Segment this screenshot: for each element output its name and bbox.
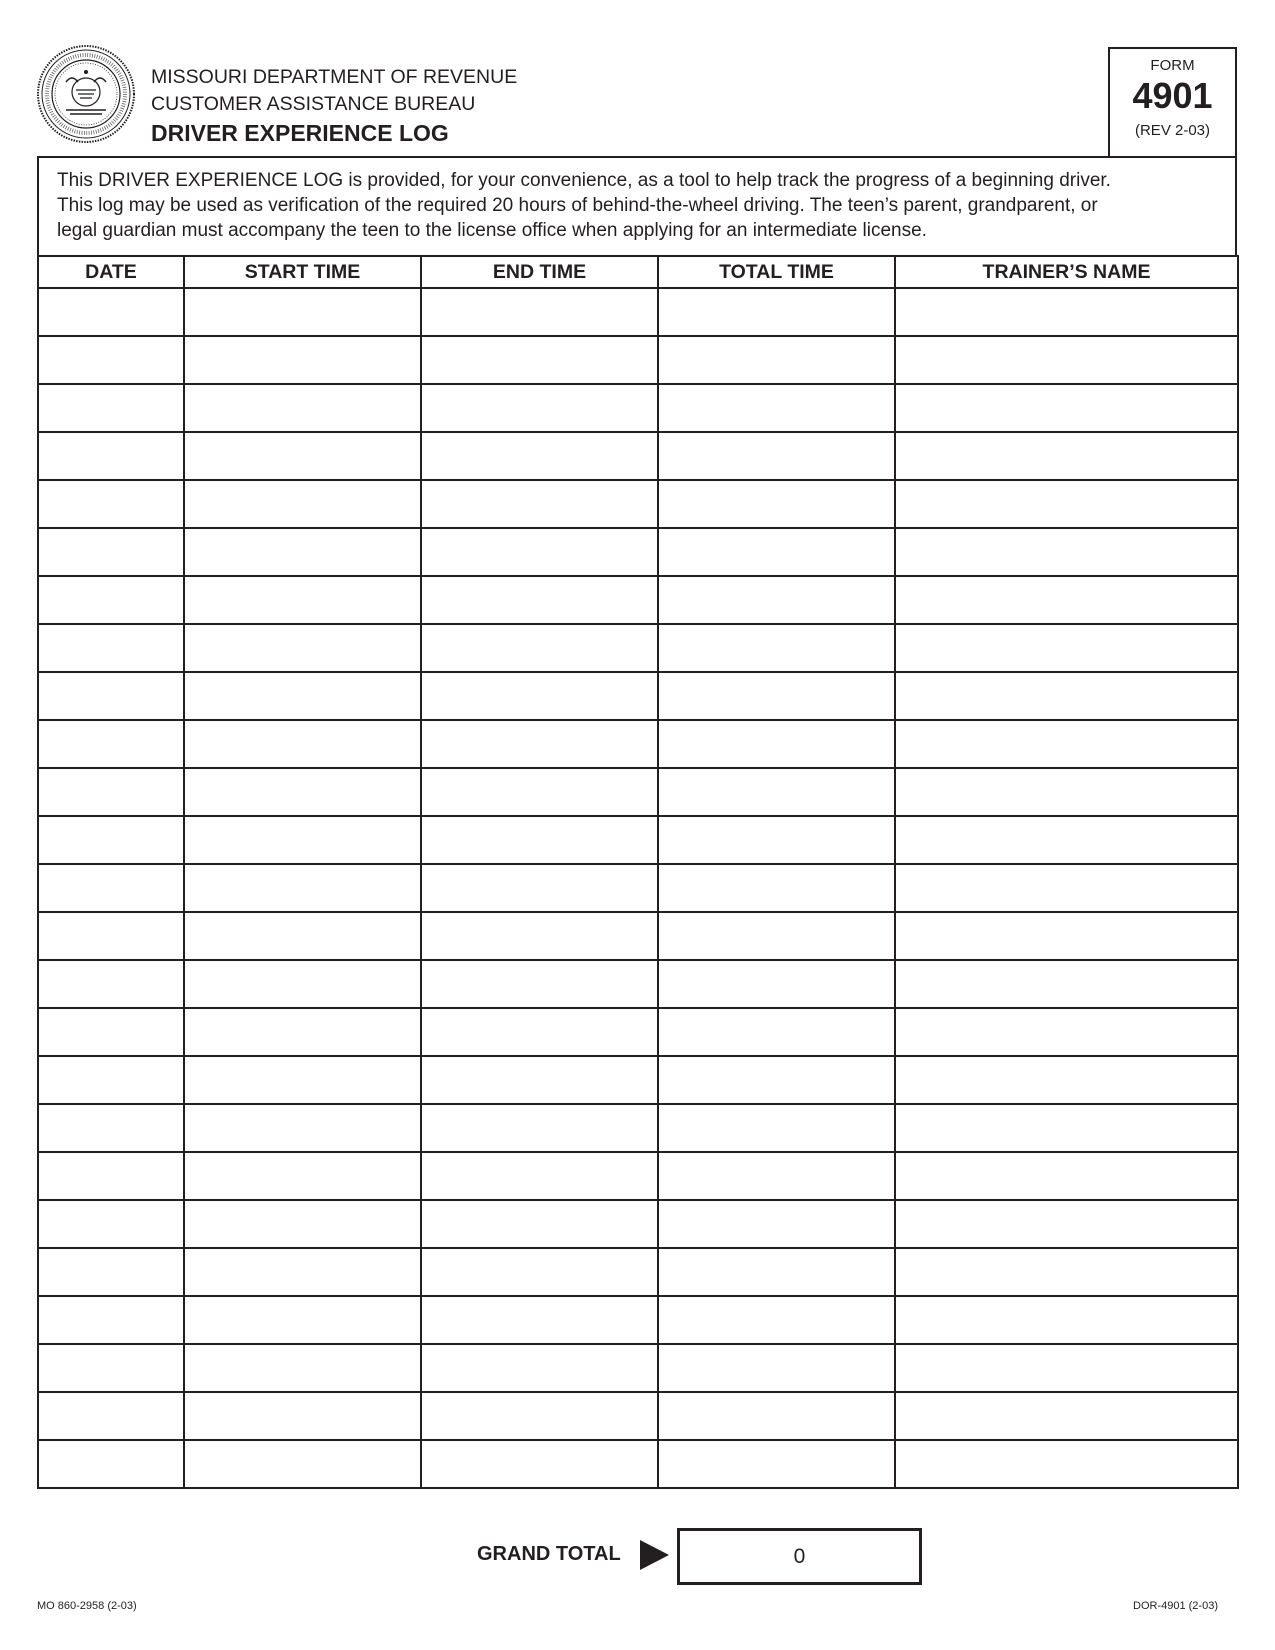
cell-date[interactable] bbox=[38, 768, 184, 816]
cell-start-time[interactable] bbox=[184, 1056, 421, 1104]
cell-date[interactable] bbox=[38, 1248, 184, 1296]
form-number: 4901 bbox=[1132, 75, 1213, 116]
cell-start-time[interactable] bbox=[184, 1008, 421, 1056]
column-header-trainers-name: TRAINER’S NAME bbox=[895, 256, 1238, 288]
state-seal-logo bbox=[36, 44, 136, 144]
cell-end-time[interactable] bbox=[421, 960, 658, 1008]
cell-total-time[interactable] bbox=[658, 1248, 895, 1296]
cell-start-time[interactable] bbox=[184, 1344, 421, 1392]
cell-start-time[interactable] bbox=[184, 912, 421, 960]
cell-total-time[interactable] bbox=[658, 960, 895, 1008]
table-row bbox=[38, 720, 1238, 768]
table-row bbox=[38, 1200, 1238, 1248]
cell-end-time[interactable] bbox=[421, 1392, 658, 1440]
cell-trainers-name[interactable] bbox=[895, 528, 1238, 576]
cell-trainers-name[interactable] bbox=[895, 960, 1238, 1008]
cell-date[interactable] bbox=[38, 864, 184, 912]
table-row bbox=[38, 384, 1238, 432]
cell-start-time[interactable] bbox=[184, 1440, 421, 1488]
cell-end-time[interactable] bbox=[421, 384, 658, 432]
table-row bbox=[38, 576, 1238, 624]
table-row bbox=[38, 768, 1238, 816]
table-row bbox=[38, 672, 1238, 720]
cell-date[interactable] bbox=[38, 1200, 184, 1248]
cell-trainers-name[interactable] bbox=[895, 1152, 1238, 1200]
cell-total-time[interactable] bbox=[658, 720, 895, 768]
table-row bbox=[38, 1440, 1238, 1488]
cell-start-time[interactable] bbox=[184, 672, 421, 720]
cell-date[interactable] bbox=[38, 1056, 184, 1104]
cell-total-time[interactable] bbox=[658, 768, 895, 816]
cell-date[interactable] bbox=[38, 528, 184, 576]
cell-start-time[interactable] bbox=[184, 1296, 421, 1344]
cell-date[interactable] bbox=[38, 432, 184, 480]
cell-end-time[interactable] bbox=[421, 1008, 658, 1056]
cell-start-time[interactable] bbox=[184, 432, 421, 480]
cell-trainers-name[interactable] bbox=[895, 1296, 1238, 1344]
cell-end-time[interactable] bbox=[421, 528, 658, 576]
cell-start-time[interactable] bbox=[184, 720, 421, 768]
cell-trainers-name[interactable] bbox=[895, 1248, 1238, 1296]
cell-date[interactable] bbox=[38, 816, 184, 864]
cell-date[interactable] bbox=[38, 624, 184, 672]
cell-total-time[interactable] bbox=[658, 288, 895, 336]
column-header-start-time: START TIME bbox=[184, 256, 421, 288]
cell-end-time[interactable] bbox=[421, 672, 658, 720]
intro-line-1: This DRIVER EXPERIENCE LOG is provided, for your convenience, as a tool to help track the progress of a beginning driver. bbox=[57, 170, 1111, 191]
cell-date[interactable] bbox=[38, 576, 184, 624]
cell-date[interactable] bbox=[38, 672, 184, 720]
cell-date[interactable] bbox=[38, 1008, 184, 1056]
cell-date[interactable] bbox=[38, 288, 184, 336]
cell-total-time[interactable] bbox=[658, 336, 895, 384]
cell-total-time[interactable] bbox=[658, 1056, 895, 1104]
cell-total-time[interactable] bbox=[658, 1152, 895, 1200]
table-row bbox=[38, 1008, 1238, 1056]
cell-start-time[interactable] bbox=[184, 384, 421, 432]
cell-total-time[interactable] bbox=[658, 576, 895, 624]
cell-start-time[interactable] bbox=[184, 768, 421, 816]
footer-form-code: MO 860-2958 (2-03) bbox=[37, 1600, 137, 1612]
cell-trainers-name[interactable] bbox=[895, 1104, 1238, 1152]
cell-start-time[interactable] bbox=[184, 1392, 421, 1440]
cell-date[interactable] bbox=[38, 960, 184, 1008]
cell-trainers-name[interactable] bbox=[895, 672, 1238, 720]
cell-end-time[interactable] bbox=[421, 1152, 658, 1200]
cell-date[interactable] bbox=[38, 1392, 184, 1440]
cell-start-time[interactable] bbox=[184, 960, 421, 1008]
cell-total-time[interactable] bbox=[658, 1344, 895, 1392]
cell-end-time[interactable] bbox=[421, 336, 658, 384]
form-number-box bbox=[1108, 47, 1237, 156]
cell-date[interactable] bbox=[38, 480, 184, 528]
table-row bbox=[38, 864, 1238, 912]
cell-total-time[interactable] bbox=[658, 384, 895, 432]
cell-start-time[interactable] bbox=[184, 480, 421, 528]
table-row bbox=[38, 432, 1238, 480]
table-row bbox=[38, 336, 1238, 384]
cell-trainers-name[interactable] bbox=[895, 384, 1238, 432]
cell-trainers-name[interactable] bbox=[895, 912, 1238, 960]
department-name: MISSOURI DEPARTMENT OF REVENUE bbox=[151, 66, 518, 88]
cell-start-time[interactable] bbox=[184, 1104, 421, 1152]
table-row bbox=[38, 624, 1238, 672]
footer-dor-code: DOR-4901 (2-03) bbox=[1133, 1600, 1218, 1612]
form-label: FORM bbox=[1150, 57, 1195, 74]
table-row bbox=[38, 960, 1238, 1008]
cell-end-time[interactable] bbox=[421, 720, 658, 768]
cell-date[interactable] bbox=[38, 1440, 184, 1488]
cell-end-time[interactable] bbox=[421, 480, 658, 528]
cell-end-time[interactable] bbox=[421, 864, 658, 912]
cell-trainers-name[interactable] bbox=[895, 288, 1238, 336]
table-row bbox=[38, 288, 1238, 336]
cell-total-time[interactable] bbox=[658, 1440, 895, 1488]
arrow-right-icon bbox=[640, 1540, 669, 1570]
table-row bbox=[38, 1344, 1238, 1392]
table-row bbox=[38, 528, 1238, 576]
cell-trainers-name[interactable] bbox=[895, 1392, 1238, 1440]
cell-end-time[interactable] bbox=[421, 1056, 658, 1104]
cell-total-time[interactable] bbox=[658, 1200, 895, 1248]
cell-date[interactable] bbox=[38, 1296, 184, 1344]
cell-end-time[interactable] bbox=[421, 1248, 658, 1296]
cell-total-time[interactable] bbox=[658, 528, 895, 576]
table-row bbox=[38, 1248, 1238, 1296]
cell-start-time[interactable] bbox=[184, 816, 421, 864]
cell-date[interactable] bbox=[38, 1152, 184, 1200]
cell-total-time[interactable] bbox=[658, 816, 895, 864]
cell-total-time[interactable] bbox=[658, 1392, 895, 1440]
cell-trainers-name[interactable] bbox=[895, 1056, 1238, 1104]
intro-line-2: This log may be used as verification of the required 20 hours of behind-the-wheel driving. The teen’s parent, grandparent, or bbox=[57, 195, 1098, 216]
cell-total-time[interactable] bbox=[658, 672, 895, 720]
cell-end-time[interactable] bbox=[421, 288, 658, 336]
table-row bbox=[38, 1296, 1238, 1344]
table-body bbox=[38, 288, 1238, 1488]
cell-end-time[interactable] bbox=[421, 624, 658, 672]
form-revision: (REV 2-03) bbox=[1134, 122, 1211, 139]
cell-start-time[interactable] bbox=[184, 1152, 421, 1200]
cell-end-time[interactable] bbox=[421, 816, 658, 864]
cell-end-time[interactable] bbox=[421, 912, 658, 960]
cell-start-time[interactable] bbox=[184, 576, 421, 624]
cell-total-time[interactable] bbox=[658, 1104, 895, 1152]
table-row bbox=[38, 1104, 1238, 1152]
cell-trainers-name[interactable] bbox=[895, 720, 1238, 768]
cell-start-time[interactable] bbox=[184, 528, 421, 576]
cell-start-time[interactable] bbox=[184, 624, 421, 672]
cell-total-time[interactable] bbox=[658, 1296, 895, 1344]
bureau-name: CUSTOMER ASSISTANCE BUREAU bbox=[151, 93, 476, 115]
cell-date[interactable] bbox=[38, 336, 184, 384]
cell-trainers-name[interactable] bbox=[895, 576, 1238, 624]
cell-start-time[interactable] bbox=[184, 1200, 421, 1248]
intro-line-3: legal guardian must accompany the teen to the license office when applying for an intermediate license. bbox=[57, 220, 927, 241]
grand-total-field[interactable]: 0 bbox=[677, 1528, 922, 1585]
cell-trainers-name[interactable] bbox=[895, 1440, 1238, 1488]
cell-trainers-name[interactable] bbox=[895, 1200, 1238, 1248]
cell-date[interactable] bbox=[38, 720, 184, 768]
column-header-date: DATE bbox=[38, 256, 184, 288]
cell-end-time[interactable] bbox=[421, 1344, 658, 1392]
cell-start-time[interactable] bbox=[184, 1248, 421, 1296]
agency-block bbox=[151, 64, 517, 148]
cell-trainers-name[interactable] bbox=[895, 1008, 1238, 1056]
table-row bbox=[38, 912, 1238, 960]
cell-total-time[interactable] bbox=[658, 624, 895, 672]
cell-end-time[interactable] bbox=[421, 576, 658, 624]
cell-date[interactable] bbox=[38, 1104, 184, 1152]
cell-end-time[interactable] bbox=[421, 1104, 658, 1152]
cell-trainers-name[interactable] bbox=[895, 480, 1238, 528]
cell-total-time[interactable] bbox=[658, 432, 895, 480]
table-row bbox=[38, 816, 1238, 864]
table-row bbox=[38, 480, 1238, 528]
table-row bbox=[38, 1392, 1238, 1440]
cell-start-time[interactable] bbox=[184, 336, 421, 384]
cell-start-time[interactable] bbox=[184, 288, 421, 336]
cell-end-time[interactable] bbox=[421, 1296, 658, 1344]
column-header-end-time: END TIME bbox=[421, 256, 658, 288]
table-row bbox=[38, 1152, 1238, 1200]
cell-date[interactable] bbox=[38, 1344, 184, 1392]
grand-total-label: GRAND TOTAL bbox=[477, 1543, 621, 1565]
cell-trainers-name[interactable] bbox=[895, 864, 1238, 912]
table-header-row bbox=[38, 256, 1238, 288]
experience-log-table bbox=[37, 255, 1239, 1489]
column-header-total-time: TOTAL TIME bbox=[658, 256, 895, 288]
cell-start-time[interactable] bbox=[184, 864, 421, 912]
cell-total-time[interactable] bbox=[658, 480, 895, 528]
cell-total-time[interactable] bbox=[658, 864, 895, 912]
cell-trainers-name[interactable] bbox=[895, 624, 1238, 672]
cell-trainers-name[interactable] bbox=[895, 816, 1238, 864]
form-title: DRIVER EXPERIENCE LOG bbox=[151, 120, 449, 146]
cell-date[interactable] bbox=[38, 384, 184, 432]
cell-trainers-name[interactable] bbox=[895, 768, 1238, 816]
cell-total-time[interactable] bbox=[658, 1008, 895, 1056]
cell-end-time[interactable] bbox=[421, 768, 658, 816]
cell-end-time[interactable] bbox=[421, 432, 658, 480]
cell-total-time[interactable] bbox=[658, 912, 895, 960]
table-row bbox=[38, 1056, 1238, 1104]
cell-trainers-name[interactable] bbox=[895, 1344, 1238, 1392]
cell-end-time[interactable] bbox=[421, 1440, 658, 1488]
intro-text-box bbox=[37, 156, 1237, 257]
cell-end-time[interactable] bbox=[421, 1200, 658, 1248]
cell-trainers-name[interactable] bbox=[895, 432, 1238, 480]
cell-trainers-name[interactable] bbox=[895, 336, 1238, 384]
cell-date[interactable] bbox=[38, 912, 184, 960]
